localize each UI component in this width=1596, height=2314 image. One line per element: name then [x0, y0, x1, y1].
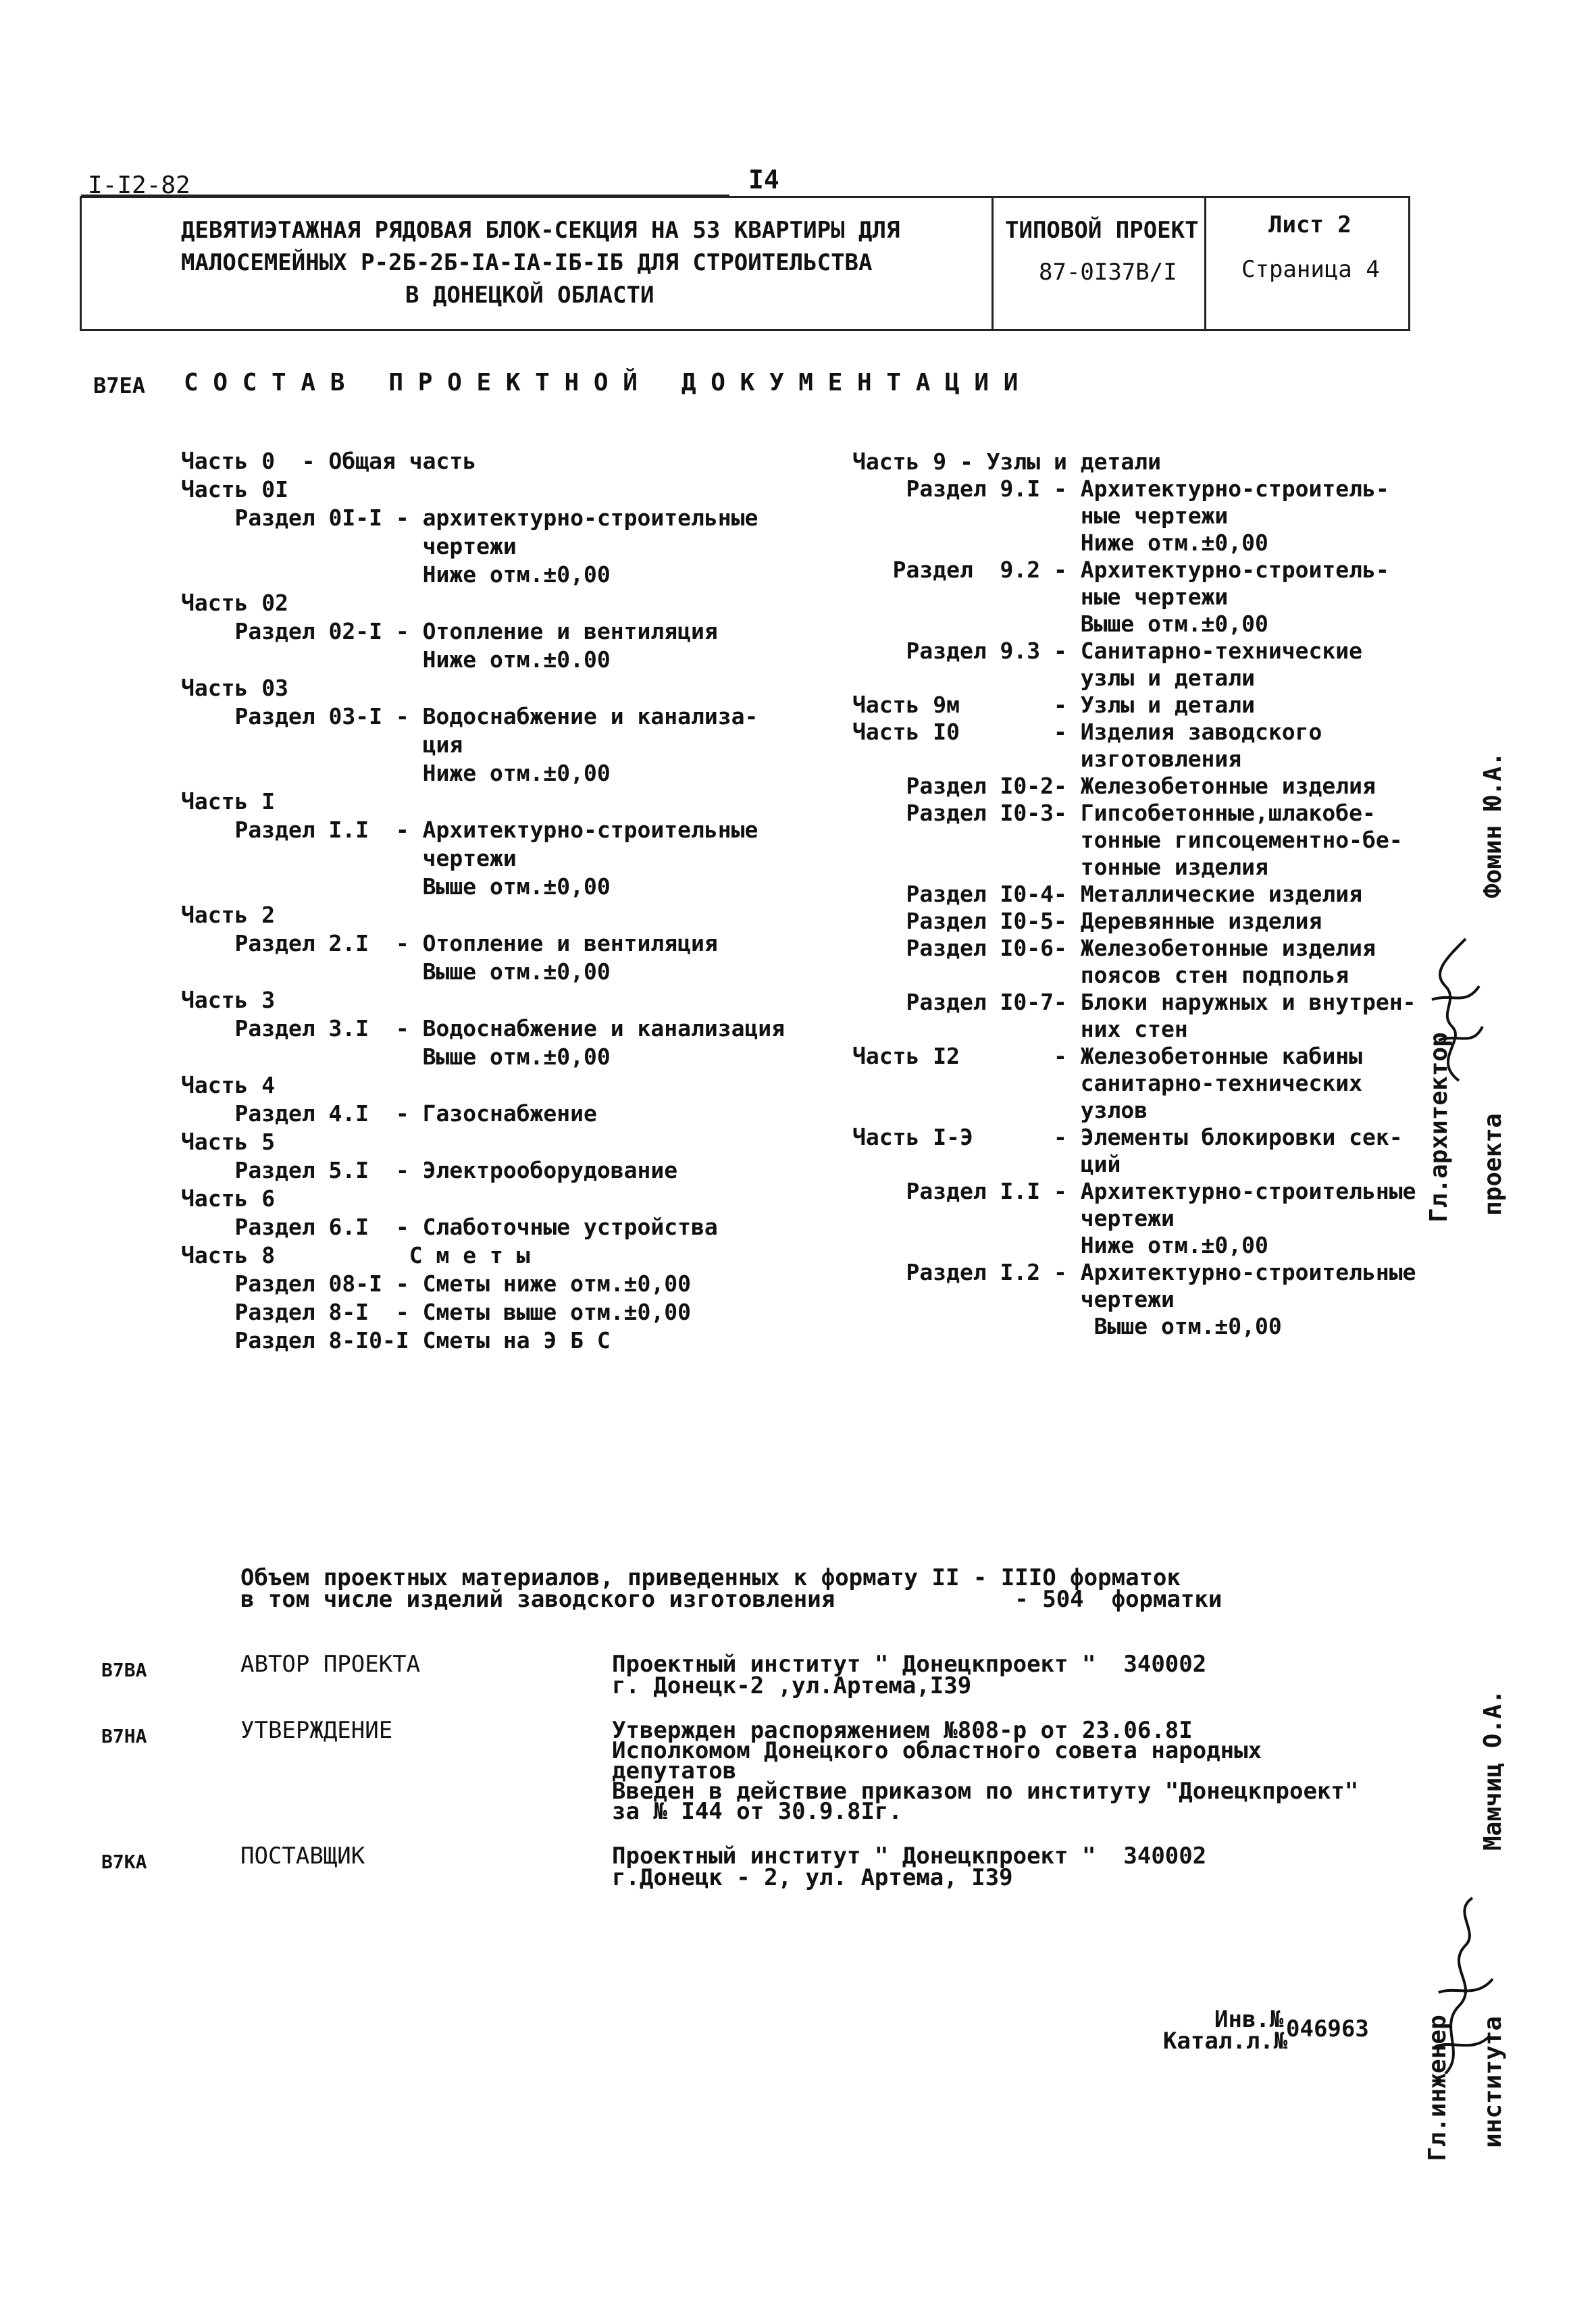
contents-line: Часть 02 — [181, 590, 288, 616]
contents-line: Раздел I0-5- Деревянные изделия — [852, 908, 1322, 934]
contents-line: узлов — [852, 1097, 1148, 1123]
architect-role-2: проекта — [1479, 1113, 1507, 1216]
contents-line: Часть 9 - Узлы и детали — [852, 448, 1161, 475]
contents-line: Выше отм.±0,00 — [181, 1044, 611, 1070]
contents-line: Раздел I.I - Архитектурно-строительные — [181, 817, 758, 843]
contents-line: Ниже отм.±0.00 — [181, 646, 611, 673]
contents-line: Часть 3 — [181, 987, 276, 1013]
contents-line: Раздел I0-6- Железобетонные изделия — [852, 935, 1376, 961]
contents-line: Раздел I0-2- Железобетонные изделия — [852, 773, 1376, 799]
contents-line: Часть I0 - Изделия заводского — [852, 719, 1322, 745]
contents-line: поясов стен подполья — [852, 962, 1349, 988]
info-text-line: г.Донецк - 2, ул. Артема, I39 — [612, 1864, 1013, 1891]
contents-line: чертежи — [181, 845, 517, 871]
contents-line: ные чертежи — [852, 584, 1229, 610]
contents-line: Раздел I0-4- Металлические изделия — [852, 881, 1362, 907]
contents-line: Раздел 6.I - Слаботочные устройства — [181, 1214, 718, 1240]
inventory-line-1: Инв.№ — [1214, 2006, 1284, 2033]
project-title-line-2: МАЛОСЕМЕЙНЫХ Р-2Б-2Б-IА-IА-IБ-IБ ДЛЯ СТРОИТЕЛЬСТВА — [181, 249, 873, 276]
contents-line: изготовления — [852, 746, 1242, 772]
architect-signature — [1418, 932, 1493, 1087]
contents-line: Раздел I0-3- Гипсобетонные,шлакобе- — [852, 800, 1376, 826]
contents-line: тонные гипсоцементно-бе- — [852, 827, 1403, 853]
engineer-name: Мамчиц О.А. — [1479, 1689, 1507, 1851]
contents-line: Часть I2 - Железобетонные кабины — [852, 1043, 1362, 1069]
info-text-line: г. Донецк-2 ,ул.Артема,I39 — [612, 1672, 972, 1699]
contents-line: Выше отм.±0,00 — [852, 1313, 1282, 1339]
project-number: 87-0I37В/I — [1039, 259, 1177, 286]
architect-role-1: Гл.архитектор — [1425, 1032, 1453, 1223]
project-title-line-3: В ДОНЕЦКОЙ ОБЛАСТИ — [405, 282, 654, 309]
contents-line: Раздел 08-I - Сметы ниже отм.±0,00 — [181, 1270, 691, 1297]
section-code: В7ЕА — [93, 373, 146, 398]
page-label: Страница 4 — [1241, 256, 1380, 283]
contents-line: Раздел 2.I - Отопление и вентиляция — [181, 930, 718, 956]
info-text-line: Введен в действие приказом по институту "Донецкпроект" — [612, 1778, 1359, 1805]
engineer-signature — [1425, 1891, 1499, 2080]
inventory-line-2: Катал.л.№ — [1163, 2028, 1288, 2055]
info-label: АВТОР ПРОЕКТА — [240, 1651, 421, 1678]
sheet-label: Лист 2 — [1268, 211, 1352, 238]
contents-line: ций — [852, 1151, 1121, 1177]
project-title-line-1: ДЕВЯТИЭТАЖНАЯ РЯДОВАЯ БЛОК-СЕКЦИЯ НА 53 КВАРТИРЫ ДЛЯ — [181, 217, 900, 244]
info-label: УТВЕРЖДЕНИЕ — [240, 1717, 393, 1744]
contents-line: Раздел 9.I - Архитектурно-строитель- — [852, 475, 1389, 502]
contents-line: Часть 9м - Узлы и детали — [852, 692, 1256, 718]
volume-line-1: Объем проектных материалов, приведенных к формату II - IIIO форматок — [240, 1564, 1181, 1591]
contents-line: Часть 03 — [181, 675, 288, 701]
contents-line: Раздел 3.I - Водоснабжение и канализация — [181, 1015, 786, 1042]
contents-line: ные чертежи — [852, 503, 1229, 529]
stamp-divider-1 — [992, 196, 994, 331]
right-contents-list — [852, 448, 1416, 1340]
contents-line: Ниже отм.±0,00 — [181, 561, 611, 588]
contents-line: узлы и детали — [852, 665, 1256, 691]
contents-line: Раздел 0I-I - архитектурно-строительные — [181, 505, 758, 531]
contents-line: Часть 0I — [181, 476, 288, 503]
document-code: I-I2-82 — [88, 172, 190, 199]
info-text-line: за № I44 от 30.9.8Iг. — [612, 1798, 902, 1825]
info-text-line: Проектный институт " Донецкпроект " 340002 — [612, 1651, 1207, 1678]
contents-line: Выше отм.±0,00 — [852, 611, 1268, 637]
inventory-number: 046963 — [1286, 2015, 1369, 2042]
info-code: В7ВА — [101, 1659, 147, 1681]
project-type: ТИПОВОЙ ПРОЕКТ — [1005, 217, 1199, 244]
info-text-line: Проектный институт " Донецкпроект " 340002 — [612, 1843, 1207, 1870]
contents-line: Часть 0 - Общая часть — [181, 448, 477, 474]
contents-line: чертежи — [181, 533, 517, 559]
info-text-line: депутатов — [612, 1757, 737, 1784]
contents-line: Часть I — [181, 788, 276, 815]
architect-name: Фомин Ю.А. — [1479, 752, 1507, 898]
contents-line: Раздел 5.I - Электрооборудование — [181, 1157, 678, 1183]
contents-line: Ниже отм.±0,00 — [852, 1232, 1268, 1258]
contents-line: Часть I-Э - Элементы блокировки сек- — [852, 1124, 1403, 1150]
contents-line: Раздел 9.3 - Санитарно-технические — [852, 638, 1362, 664]
stamp-divider-2 — [1204, 196, 1206, 331]
contents-line: Ниже отм.±0,00 — [181, 760, 611, 786]
page-number: I4 — [748, 165, 779, 195]
info-code: В7НА — [101, 1725, 147, 1747]
contents-line: Раздел I0-7- Блоки наружных и внутрен- — [852, 989, 1416, 1015]
info-text-line: Исполкомом Донецкого областного совета народных — [612, 1737, 1262, 1764]
contents-line: Выше отм.±0,00 — [181, 873, 611, 900]
contents-line: чертежи — [852, 1205, 1175, 1231]
contents-line: Ниже отм.±0,00 — [852, 530, 1268, 556]
contents-line: чертежи — [852, 1286, 1175, 1312]
contents-line: Часть 8 С м е т ы — [181, 1242, 530, 1268]
engineer-role-2: института — [1479, 2015, 1507, 2148]
contents-line: Раздел 9.2 - Архитектурно-строитель- — [852, 557, 1389, 583]
contents-line: Выше отм.±0,00 — [181, 958, 611, 985]
contents-line: Раздел 8-I - Сметы выше отм.±0,00 — [181, 1299, 691, 1325]
contents-line: санитарно-технических — [852, 1070, 1362, 1096]
contents-line: Раздел 4.I - Газоснабжение — [181, 1100, 597, 1127]
section-title: С О С Т А В П Р О Е К Т Н О Й Д О К У М Е Н Т А Ц И И — [184, 369, 1019, 396]
contents-line: Часть 6 — [181, 1185, 276, 1212]
volume-line-2: в том числе изделий заводского изготовления - 504 форматки — [240, 1586, 1222, 1613]
contents-line: Раздел 02-I - Отопление и вентиляция — [181, 618, 718, 644]
info-text-line: Утвержден распоряжением №808-р от 23.06.8I — [612, 1717, 1193, 1744]
contents-line: Часть 2 — [181, 902, 276, 928]
contents-line: Раздел 03-I - Водоснабжение и канализа- — [181, 703, 758, 729]
left-contents-list — [181, 447, 785, 1355]
contents-line: Часть 4 — [181, 1072, 276, 1098]
contents-line: ция — [181, 731, 463, 758]
info-label: ПОСТАВЩИК — [240, 1843, 365, 1870]
contents-line: тонные изделия — [852, 854, 1268, 880]
info-code: В7КА — [101, 1851, 147, 1873]
engineer-role-1: Гл.инженер — [1424, 2015, 1451, 2161]
contents-line: Раздел I.I - Архитектурно-строительные — [852, 1178, 1416, 1204]
contents-line: них стен — [852, 1016, 1188, 1042]
contents-line: Раздел I.2 - Архитектурно-строительные — [852, 1259, 1416, 1285]
contents-line: Часть 5 — [181, 1129, 276, 1155]
contents-line: Раздел 8-I0-I Сметы на Э Б С — [181, 1327, 611, 1354]
